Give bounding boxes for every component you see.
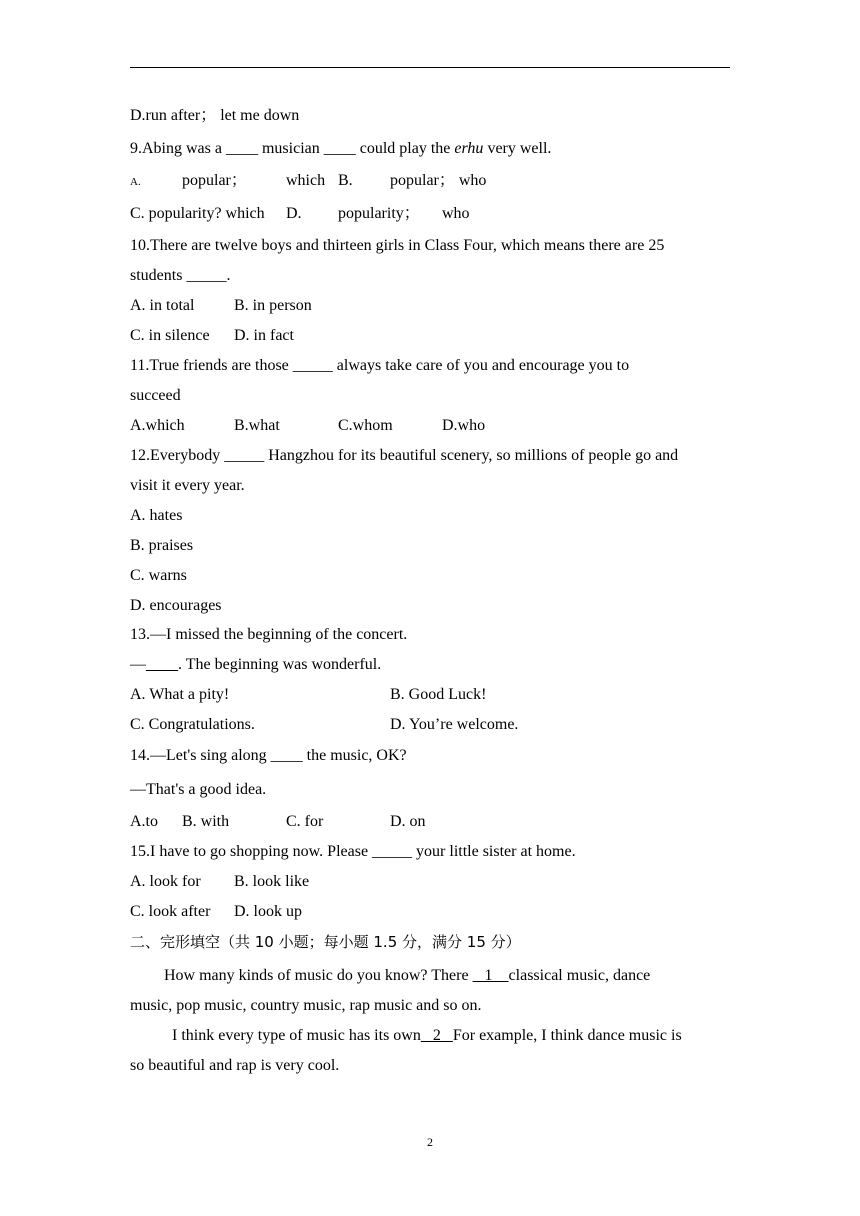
q12-option-a: A. hates [130, 507, 183, 524]
passage-paragraph-2-line2: so beautiful and rap is very cool. [130, 1057, 340, 1074]
q13-blank: ____ [146, 656, 178, 673]
q15-stem-line1: 15.I have to go shopping now. Please _____ your little sister at home. [130, 843, 576, 860]
q9-stem [130, 139, 551, 159]
q9-option-b-label: B. [338, 172, 353, 189]
q13-option-d: D. You’re welcome. [390, 716, 519, 733]
q10-stem-line1: 10.There are twelve boys and thirteen girls in Class Four, which means there are 25 [130, 237, 665, 254]
q11-option-c: C.whom [338, 417, 393, 434]
q11-stem-line2: succeed [130, 387, 181, 404]
q13-stem-line2 [130, 655, 381, 675]
q9-options-cd [130, 204, 470, 224]
q9-options-ab [130, 171, 487, 192]
q9-option-c: C. popularity? which [130, 205, 265, 222]
q13-stem-line1: 13.—I missed the beginning of the concert. [130, 626, 408, 643]
q10-option-d: D. in fact [234, 327, 294, 344]
q11-stem-line1: 11.True friends are those _____ always take care of you and encourage you to [130, 357, 630, 374]
q12-option-c: C. warns [130, 567, 187, 584]
q14-stem-line2: —That's a good idea. [130, 781, 267, 798]
q9-stem-pre: 9.Abing was a ____ musician ____ could play the [130, 140, 455, 157]
q12-stem-line2: visit it every year. [130, 477, 245, 494]
q14-option-b: B. with [182, 813, 230, 830]
q9-option-a-word: which [286, 172, 326, 189]
passage-paragraph-1-line1 [164, 966, 730, 986]
page-number: 2 [427, 1135, 433, 1149]
q9-option-b-text: popular； who [390, 172, 487, 189]
q9-option-d-word: who [442, 205, 470, 222]
q15-option-d: D. look up [234, 903, 302, 920]
header-rule [130, 67, 730, 68]
q10-option-b: B. in person [234, 297, 312, 314]
q13-option-a: A. What a pity! [130, 686, 230, 703]
q9-option-a-label: A. [130, 176, 141, 188]
q9-option-d-label: D. [286, 205, 302, 222]
p2-line1-post: For example, I think dance music is [452, 1027, 682, 1044]
q10-option-c: C. in silence [130, 327, 210, 344]
q8-option-d: D.run after； let me down [130, 107, 300, 124]
q13-line2-post: . The beginning was wonderful. [178, 656, 382, 673]
q13-dash: — [130, 656, 146, 673]
q15-option-a: A. look for [130, 873, 201, 890]
q10-stem-line2: students _____. [130, 267, 231, 284]
section-2-heading: 二、完形填空（共 10 小题；每小题 1.5 分，满分 15 分） [130, 933, 521, 951]
q11-options [130, 416, 486, 436]
q13-option-c: C. Congratulations. [130, 716, 255, 733]
passage-paragraph-1-line2: music, pop music, country music, rap music and so on. [130, 997, 482, 1014]
q9-option-a-text: popular； [182, 172, 247, 189]
q9-stem-post: very well. [483, 140, 552, 157]
q15-option-c: C. look after [130, 903, 211, 920]
q12-stem-line1: 12.Everybody _____ Hangzhou for its beautiful scenery, so millions of people go and [130, 447, 679, 464]
q11-option-d: D.who [442, 417, 486, 434]
q12-option-d: D. encourages [130, 597, 222, 614]
q10-options-cd [130, 326, 294, 346]
q10-option-a: A. in total [130, 297, 195, 314]
q14-option-d: D. on [390, 813, 426, 830]
q15-option-b: B. look like [234, 873, 310, 890]
q12-option-b: B. praises [130, 537, 194, 554]
q10-options-ab [130, 296, 312, 316]
q14-option-a: A.to [130, 813, 158, 830]
p1-line1-post: classical music, dance [508, 967, 651, 984]
q14-options [130, 812, 426, 832]
passage-paragraph-2-line1 [172, 1026, 730, 1046]
q11-option-b: B.what [234, 417, 280, 434]
p1-line1-pre: How many kinds of music do you know? There [164, 967, 473, 984]
p1-blank-1: 1 [472, 967, 509, 984]
q9-stem-em: erhu [454, 140, 484, 157]
p2-blank-2: 2 [420, 1027, 453, 1044]
q15-options-cd [130, 902, 302, 922]
q14-stem-line1: 14.—Let's sing along ____ the music, OK? [130, 747, 407, 764]
p2-line1-pre: I think every type of music has its own [172, 1027, 421, 1044]
q13-option-b: B. Good Luck! [390, 686, 487, 703]
q11-option-a: A.which [130, 417, 185, 434]
q15-options-ab [130, 872, 310, 892]
q14-option-c: C. for [286, 813, 324, 830]
q9-option-d-text: popularity； [338, 205, 420, 222]
